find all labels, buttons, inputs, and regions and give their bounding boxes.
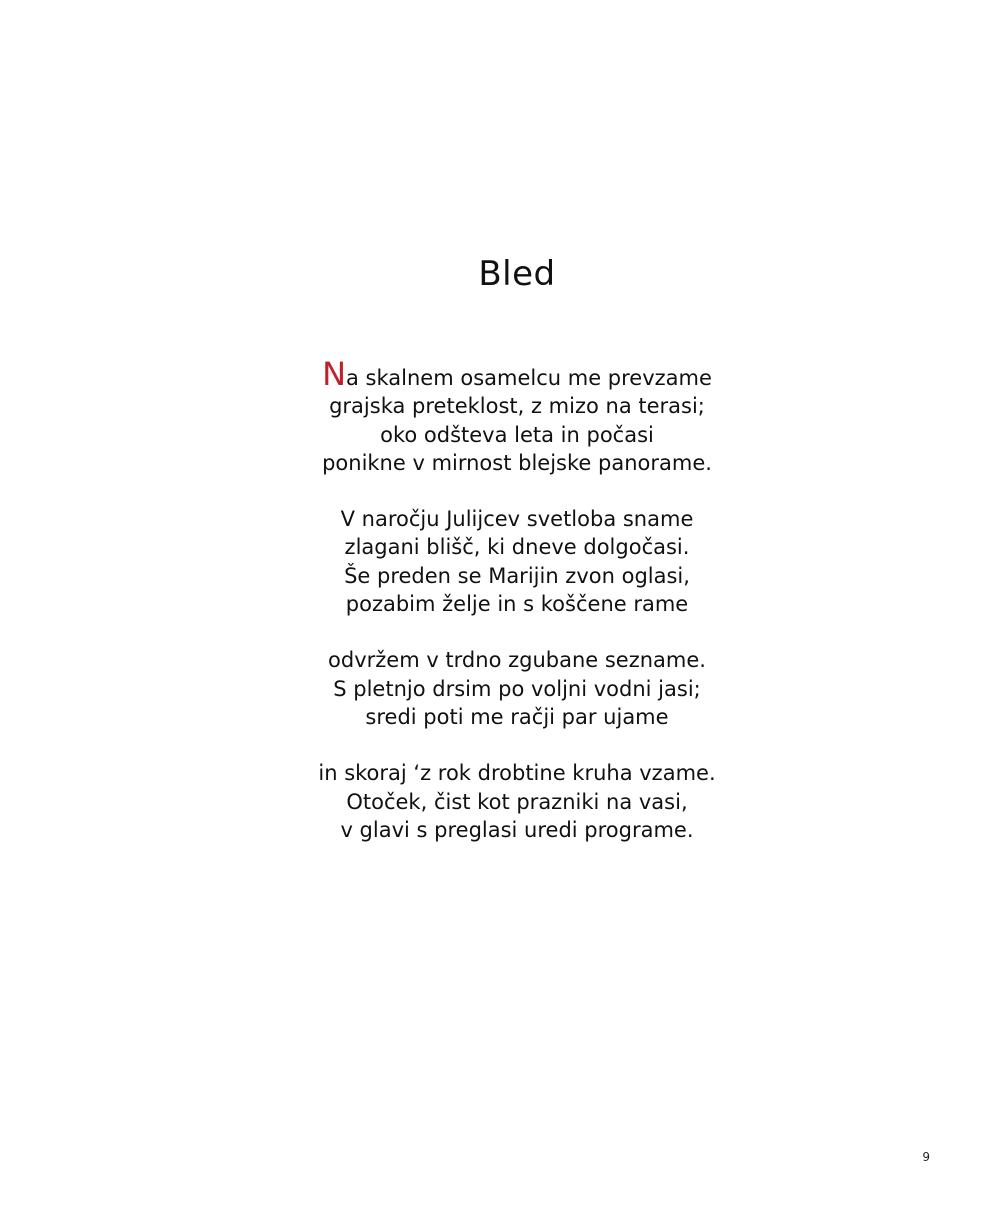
poem-body — [0, 355, 1000, 872]
poem-line: zlagani blišč, ki dneve dolgočasi. — [344, 535, 690, 560]
poem-line: odvržem v trdno zgubane sezname. — [328, 648, 706, 673]
drop-cap: N — [322, 355, 346, 393]
poem-line: v glavi s preglasi uredi programe. — [340, 817, 694, 842]
poem-line-text: a skalnem osamelcu me prevzame — [346, 366, 712, 390]
page-number: 9 — [922, 1150, 930, 1164]
poem-line: in skoraj ‘z rok drobtine kruha vzame. — [318, 761, 716, 786]
poem-line: S pletnjo drsim po voljni vodni jasi; — [333, 676, 701, 701]
stanza-4 — [0, 759, 1000, 844]
poem-line: oko odšteva leta in počasi — [380, 422, 654, 447]
stanza-1 — [0, 355, 1000, 477]
poem-line: ponikne v mirnost blejske panorame. — [322, 450, 712, 475]
stanza-2 — [0, 505, 1000, 618]
poem-line: V naročju Julijcev svetloba sname — [340, 507, 694, 532]
poem-line: sredi poti me račji par ujame — [365, 704, 669, 729]
poem-line: grajska preteklost, z mizo na terasi; — [329, 394, 705, 419]
poem-title: Bled — [478, 254, 556, 294]
poem-line: Še preden se Marijin zvon oglasi, — [344, 563, 690, 588]
poem-line: pozabim želje in s koščene rame — [345, 592, 689, 617]
poem-line: Otoček, čist kot prazniki na vasi, — [346, 789, 688, 814]
stanza-3 — [0, 646, 1000, 731]
poem-line — [0, 355, 1000, 393]
